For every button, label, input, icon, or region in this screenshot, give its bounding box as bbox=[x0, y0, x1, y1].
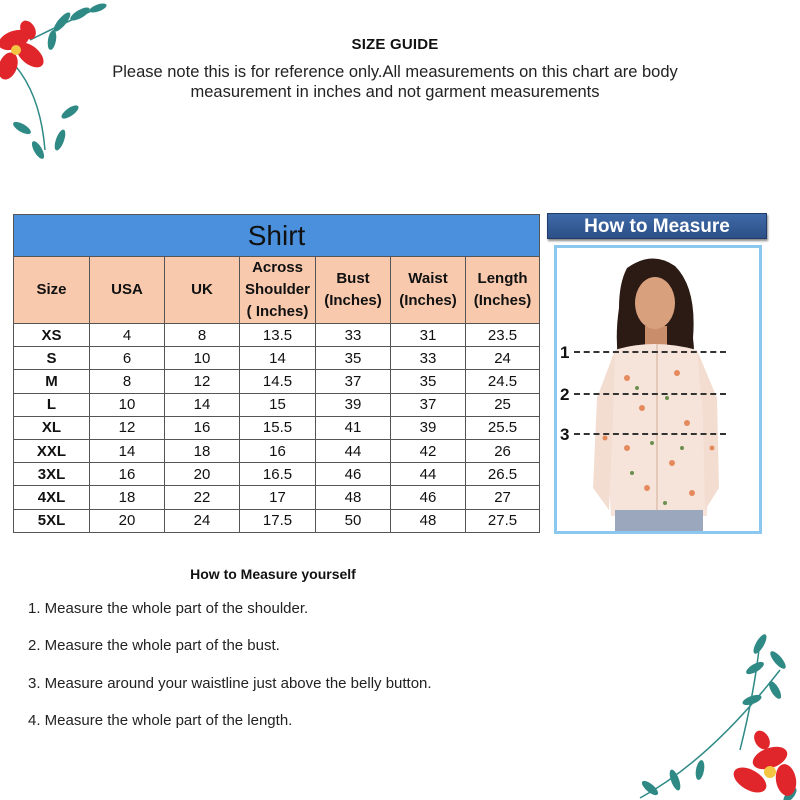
table-cell: 18 bbox=[165, 439, 240, 462]
size-cell: M bbox=[14, 370, 90, 393]
table-cell: 8 bbox=[165, 324, 240, 347]
size-cell: 5XL bbox=[14, 509, 90, 532]
size-cell: XL bbox=[14, 416, 90, 439]
table-cell: 35 bbox=[316, 347, 391, 370]
table-cell: 24 bbox=[466, 347, 540, 370]
table-cell: 15 bbox=[240, 393, 316, 416]
marker-1-label: 1 bbox=[560, 343, 570, 362]
table-cell: 41 bbox=[316, 416, 391, 439]
shoulder-measure-line bbox=[574, 351, 726, 353]
table-cell: 50 bbox=[316, 509, 391, 532]
table-row bbox=[14, 393, 540, 416]
table-cell: 26 bbox=[466, 439, 540, 462]
instruction-step: 2. Measure the whole part of the bust. bbox=[28, 637, 280, 655]
table-cell: 22 bbox=[165, 486, 240, 509]
table-row bbox=[14, 324, 540, 347]
table-cell: 6 bbox=[90, 347, 165, 370]
table-cell: 46 bbox=[391, 486, 466, 509]
size-cell: S bbox=[14, 347, 90, 370]
table-cell: 10 bbox=[90, 393, 165, 416]
table-cell: 17.5 bbox=[240, 509, 316, 532]
column-header: Size bbox=[14, 257, 90, 324]
table-cell: 12 bbox=[90, 416, 165, 439]
table-cell: 8 bbox=[90, 370, 165, 393]
instructions-list bbox=[28, 600, 432, 749]
column-header: Bust (Inches) bbox=[316, 257, 391, 324]
model-photo bbox=[554, 245, 762, 534]
table-cell: 16 bbox=[240, 439, 316, 462]
table-cell: 48 bbox=[316, 486, 391, 509]
size-cell: XXL bbox=[14, 439, 90, 462]
how-to-measure-banner: How to Measure bbox=[547, 213, 767, 239]
table-cell: 17 bbox=[240, 486, 316, 509]
column-header: Length (Inches) bbox=[466, 257, 540, 324]
table-cell: 44 bbox=[316, 439, 391, 462]
table-cell: 4 bbox=[90, 324, 165, 347]
table-cell: 26.5 bbox=[466, 463, 540, 486]
table-cell: 10 bbox=[165, 347, 240, 370]
table-cell: 23.5 bbox=[466, 324, 540, 347]
table-cell: 15.5 bbox=[240, 416, 316, 439]
table-cell: 16 bbox=[165, 416, 240, 439]
table-cell: 27.5 bbox=[466, 509, 540, 532]
column-header: USA bbox=[90, 257, 165, 324]
column-header: UK bbox=[165, 257, 240, 324]
table-row bbox=[14, 463, 540, 486]
page-title: SIZE GUIDE bbox=[351, 36, 439, 53]
marker-2-label: 2 bbox=[560, 385, 570, 404]
table-cell: 14 bbox=[165, 393, 240, 416]
model-illustration bbox=[557, 248, 759, 531]
table-caption: Shirt bbox=[14, 215, 540, 257]
table-row bbox=[14, 486, 540, 509]
table-cell: 46 bbox=[316, 463, 391, 486]
table-row bbox=[14, 416, 540, 439]
size-cell: XS bbox=[14, 324, 90, 347]
table-row bbox=[14, 439, 540, 462]
table-cell: 12 bbox=[165, 370, 240, 393]
table-cell: 16.5 bbox=[240, 463, 316, 486]
instruction-step: 3. Measure around your waistline just above the belly button. bbox=[28, 674, 432, 692]
size-cell: L bbox=[14, 393, 90, 416]
table-cell: 39 bbox=[391, 416, 466, 439]
table-cell: 24.5 bbox=[466, 370, 540, 393]
table-cell: 16 bbox=[90, 463, 165, 486]
table-row bbox=[14, 509, 540, 532]
table-cell: 25 bbox=[466, 393, 540, 416]
floral-decoration-bottom-right bbox=[630, 630, 800, 800]
table-cell: 20 bbox=[165, 463, 240, 486]
table-cell: 24 bbox=[165, 509, 240, 532]
table-cell: 48 bbox=[391, 509, 466, 532]
table-row bbox=[14, 370, 540, 393]
table-cell: 14.5 bbox=[240, 370, 316, 393]
table-cell: 39 bbox=[316, 393, 391, 416]
table-cell: 33 bbox=[391, 347, 466, 370]
column-header: Waist (Inches) bbox=[391, 257, 466, 324]
table-cell: 37 bbox=[316, 370, 391, 393]
table-cell: 14 bbox=[90, 439, 165, 462]
instruction-step: 4. Measure the whole part of the length. bbox=[28, 711, 293, 729]
column-header: Across Shoulder ( Inches) bbox=[240, 257, 316, 324]
table-cell: 14 bbox=[240, 347, 316, 370]
table-cell: 37 bbox=[391, 393, 466, 416]
table-cell: 31 bbox=[391, 324, 466, 347]
waist-measure-line bbox=[574, 433, 726, 435]
table-cell: 35 bbox=[391, 370, 466, 393]
table-cell: 20 bbox=[90, 509, 165, 532]
bust-measure-line bbox=[574, 393, 726, 395]
table-cell: 13.5 bbox=[240, 324, 316, 347]
reference-note: Please note this is for reference only.All measurements on this chart are body measurement in inches and not garment measurements bbox=[112, 63, 678, 101]
table-cell: 33 bbox=[316, 324, 391, 347]
size-cell: 3XL bbox=[14, 463, 90, 486]
size-cell: 4XL bbox=[14, 486, 90, 509]
size-chart-table bbox=[13, 214, 540, 533]
instructions-title: How to Measure yourself bbox=[190, 566, 356, 582]
table-cell: 42 bbox=[391, 439, 466, 462]
marker-3-label: 3 bbox=[560, 425, 570, 444]
table-cell: 27 bbox=[466, 486, 540, 509]
table-cell: 25.5 bbox=[466, 416, 540, 439]
instruction-step: 1. Measure the whole part of the shoulder. bbox=[28, 600, 309, 617]
table-row bbox=[14, 347, 540, 370]
table-cell: 44 bbox=[391, 463, 466, 486]
table-cell: 18 bbox=[90, 486, 165, 509]
